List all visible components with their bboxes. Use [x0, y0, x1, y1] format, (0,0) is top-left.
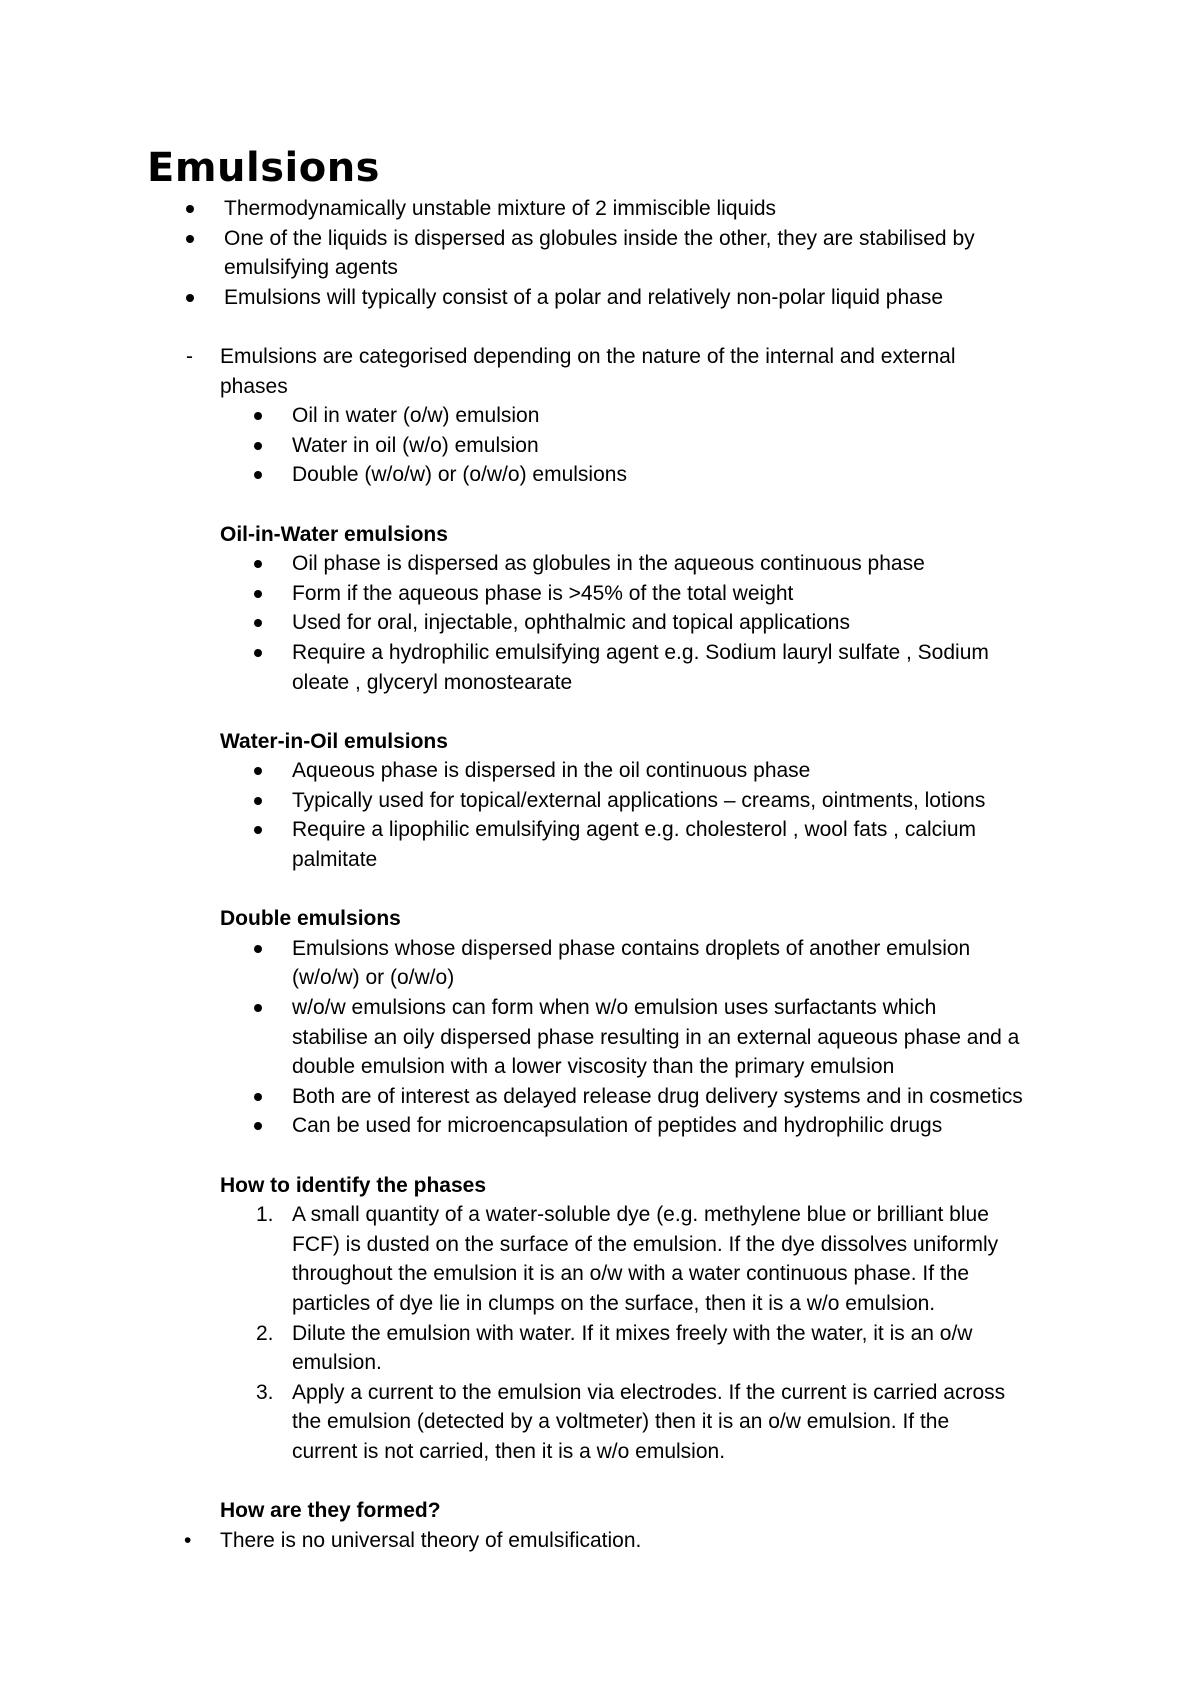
- bullet-icon: [254, 767, 262, 775]
- list-item-cont: double emulsion with a lower viscosity than the primary emulsion: [292, 1055, 895, 1079]
- numbered-item-3: 3. Apply a current to the emulsion via electrodes. If the current is carried across: [0, 1378, 1200, 1408]
- list-item-cont: (w/o/w) or (o/w/o): [292, 966, 455, 990]
- bullet-icon: [186, 235, 194, 243]
- section-heading-identify: How to identify the phases: [220, 1173, 487, 1197]
- list-item: Aqueous phase is dispersed in the oil continuous phase: [0, 756, 1200, 786]
- intro-bullet-1: Thermodynamically unstable mixture of 2 immiscible liquids: [0, 194, 1200, 224]
- bullet-icon: [254, 560, 262, 568]
- list-item: • There is no universal theory of emulsification.: [0, 1526, 1200, 1556]
- bullet-icon: [254, 1004, 262, 1012]
- category-intro-cont: phases: [220, 374, 288, 398]
- section-heading-wo: Water-in-Oil emulsions: [220, 729, 448, 753]
- intro-bullet-3: Emulsions will typically consist of a polar and relatively non-polar liquid phase: [0, 283, 1200, 313]
- bullet-icon: [254, 826, 262, 834]
- list-item-cont: oleate , glyceryl monostearate: [292, 670, 573, 694]
- bullet-icon: [254, 590, 262, 598]
- bullet-icon: [254, 442, 262, 450]
- numbered-item-cont: the emulsion (detected by a voltmeter) then it is an o/w emulsion. If the: [292, 1410, 950, 1434]
- small-bullet-icon: •: [184, 1528, 192, 1552]
- list-item: Can be used for microencapsulation of peptides and hydrophilic drugs: [0, 1111, 1200, 1141]
- category-type-2: Water in oil (w/o) emulsion: [0, 431, 1200, 461]
- bullet-icon: [254, 412, 262, 420]
- bullet-icon: [254, 1122, 262, 1130]
- bullet-icon: [254, 619, 262, 627]
- numbered-item-cont: emulsion.: [292, 1351, 382, 1375]
- list-item-cont: stabilise an oily dispersed phase resulting in an external aqueous phase and a: [292, 1025, 1020, 1049]
- intro-bullet-2: One of the liquids is dispersed as globules inside the other, they are stabilised by: [0, 224, 1200, 254]
- document-body: [0, 194, 1200, 1555]
- bullet-icon: [254, 471, 262, 479]
- numbered-item-cont: current is not carried, then it is a w/o emulsion.: [292, 1439, 726, 1463]
- category-intro: - Emulsions are categorised depending on the nature of the internal and external: [0, 342, 1200, 372]
- bullet-icon: [186, 205, 194, 213]
- list-number: 1.: [256, 1203, 274, 1227]
- list-item: Form if the aqueous phase is >45% of the total weight: [0, 579, 1200, 609]
- numbered-item-cont: throughout the emulsion it is an o/w with a water continuous phase. If the: [292, 1262, 970, 1286]
- list-item: Both are of interest as delayed release drug delivery systems and in cosmetics: [0, 1082, 1200, 1112]
- numbered-item-cont: particles of dye lie in clumps on the surface, then it is a w/o emulsion.: [292, 1291, 936, 1315]
- list-item: Require a hydrophilic emulsifying agent e.g. Sodium lauryl sulfate , Sodium: [0, 638, 1200, 668]
- list-item: Typically used for topical/external applications – creams, ointments, lotions: [0, 786, 1200, 816]
- bullet-icon: [254, 649, 262, 657]
- intro-bullet-2-cont: emulsifying agents: [224, 256, 398, 280]
- section-heading-formed: How are they formed?: [220, 1499, 441, 1523]
- bullet-icon: [254, 1093, 262, 1101]
- list-number: 3.: [256, 1380, 274, 1404]
- bullet-icon: [254, 797, 262, 805]
- category-type-3: Double (w/o/w) or (o/w/o) emulsions: [0, 460, 1200, 490]
- list-item: Require a lipophilic emulsifying agent e.g. cholesterol , wool fats , calcium: [0, 815, 1200, 845]
- list-number: 2.: [256, 1321, 274, 1345]
- numbered-item-cont: FCF) is dusted on the surface of the emulsion. If the dye dissolves uniformly: [292, 1232, 999, 1256]
- bullet-icon: [186, 294, 194, 302]
- category-type-1: Oil in water (o/w) emulsion: [0, 401, 1200, 431]
- page-title: Emulsions: [147, 145, 380, 191]
- section-heading-double: Double emulsions: [220, 907, 401, 931]
- section-heading-ow: Oil-in-Water emulsions: [220, 522, 448, 546]
- list-item: w/o/w emulsions can form when w/o emulsion uses surfactants which: [0, 993, 1200, 1023]
- dash-marker: -: [186, 344, 193, 368]
- numbered-item-1: 1. A small quantity of a water-soluble dye (e.g. methylene blue or brilliant blue: [0, 1200, 1200, 1230]
- bullet-icon: [254, 945, 262, 953]
- list-item: Emulsions whose dispersed phase contains droplets of another emulsion: [0, 934, 1200, 964]
- numbered-item-2: 2. Dilute the emulsion with water. If it mixes freely with the water, it is an o/w: [0, 1319, 1200, 1349]
- list-item: Used for oral, injectable, ophthalmic and topical applications: [0, 608, 1200, 638]
- list-item-cont: palmitate: [292, 848, 378, 872]
- list-item: Oil phase is dispersed as globules in the aqueous continuous phase: [0, 549, 1200, 579]
